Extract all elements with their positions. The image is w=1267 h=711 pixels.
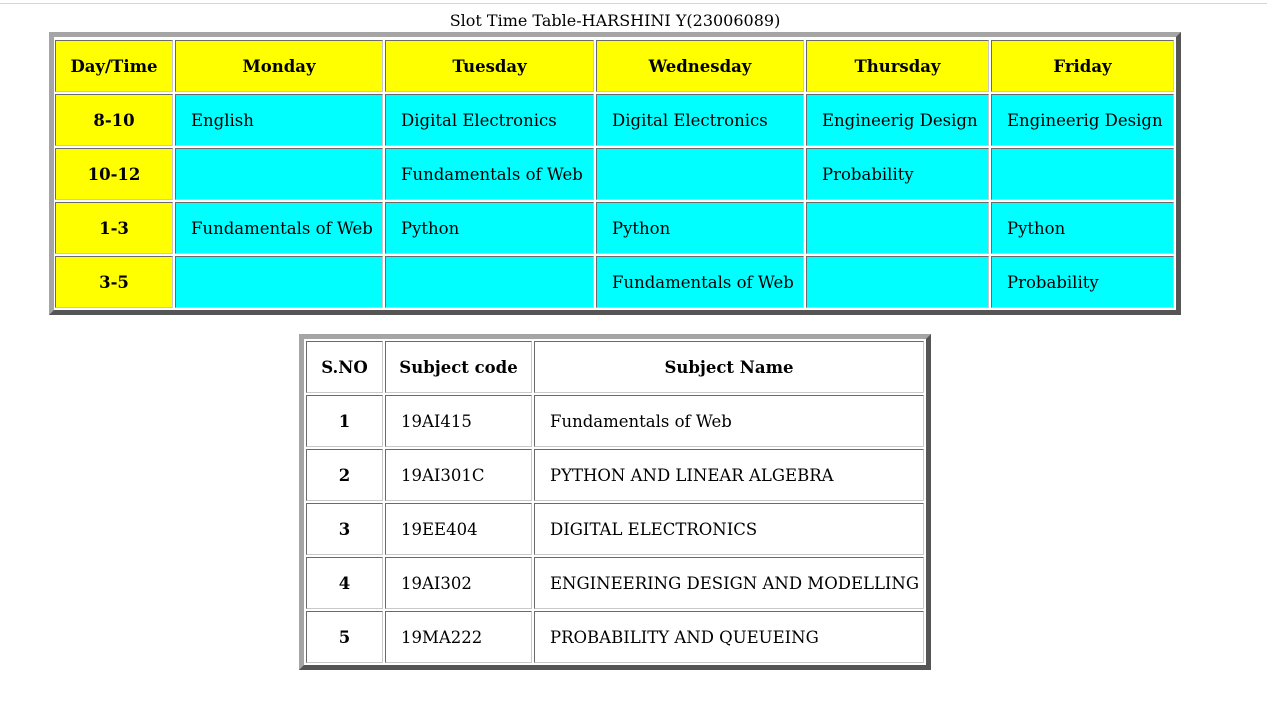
subject-code: 19AI302: [385, 557, 532, 609]
timetable-cell-10-12-wednesday: [596, 148, 804, 200]
subject-code: 19AI415: [385, 395, 532, 447]
page-caption: Slot Time Table-HARSHINI Y(23006089): [449, 11, 781, 30]
subject-name: ENGINEERING DESIGN AND MODELLING: [534, 557, 924, 609]
timetable-header-day-time: Day/Time: [55, 40, 173, 92]
timetable-cell-1-3-wednesday: Python: [596, 202, 804, 254]
subject-name: PROBABILITY AND QUEUEING: [534, 611, 924, 663]
timetable-cell-3-5-monday: [175, 256, 383, 308]
timetable-cell-1-3-friday: Python: [991, 202, 1174, 254]
timetable-header-tuesday: Tuesday: [385, 40, 594, 92]
subject-code: 19AI301C: [385, 449, 532, 501]
timetable-cell-10-12-friday: [991, 148, 1174, 200]
timetable-cell-3-5-tuesday: [385, 256, 594, 308]
subject-sno: 3: [306, 503, 383, 555]
subject-code-header: Subject code: [385, 341, 532, 393]
timetable-cell-3-5-friday: Probability: [991, 256, 1174, 308]
timetable-cell-8-10-monday: English: [175, 94, 383, 146]
timetable-cell-3-5-wednesday: Fundamentals of Web: [596, 256, 804, 308]
timetable-slot-8-10: 8-10: [55, 94, 173, 146]
timetable-cell-3-5-thursday: [806, 256, 989, 308]
subject-code: 19MA222: [385, 611, 532, 663]
subject-name: PYTHON AND LINEAR ALGEBRA: [534, 449, 924, 501]
timetable-cell-8-10-thursday: Engineerig Design: [806, 94, 989, 146]
timetable-cell-1-3-tuesday: Python: [385, 202, 594, 254]
timetable-header-thursday: Thursday: [806, 40, 989, 92]
subject-sno: 4: [306, 557, 383, 609]
timetable-cell-8-10-wednesday: Digital Electronics: [596, 94, 804, 146]
timetable-slot-10-12: 10-12: [55, 148, 173, 200]
timetable-slot-1-3: 1-3: [55, 202, 173, 254]
timetable-header-monday: Monday: [175, 40, 383, 92]
timetable-header-friday: Friday: [991, 40, 1174, 92]
subject-sno: 1: [306, 395, 383, 447]
subject-sno: 2: [306, 449, 383, 501]
sno-header: S.NO: [306, 341, 383, 393]
timetable-cell-8-10-tuesday: Digital Electronics: [385, 94, 594, 146]
timetable-cell-1-3-thursday: [806, 202, 989, 254]
subject-name-header: Subject Name: [534, 341, 924, 393]
timetable-cell-10-12-thursday: Probability: [806, 148, 989, 200]
timetable-cell-10-12-tuesday: Fundamentals of Web: [385, 148, 594, 200]
timetable-slot-3-5: 3-5: [55, 256, 173, 308]
subject-code: 19EE404: [385, 503, 532, 555]
subject-name: Fundamentals of Web: [534, 395, 924, 447]
timetable-cell-1-3-monday: Fundamentals of Web: [175, 202, 383, 254]
timetable-cell-10-12-monday: [175, 148, 383, 200]
subject-sno: 5: [306, 611, 383, 663]
top-divider: [0, 3, 1267, 4]
subject-name: DIGITAL ELECTRONICS: [534, 503, 924, 555]
timetable-header-wednesday: Wednesday: [596, 40, 804, 92]
timetable-cell-8-10-friday: Engineerig Design: [991, 94, 1174, 146]
